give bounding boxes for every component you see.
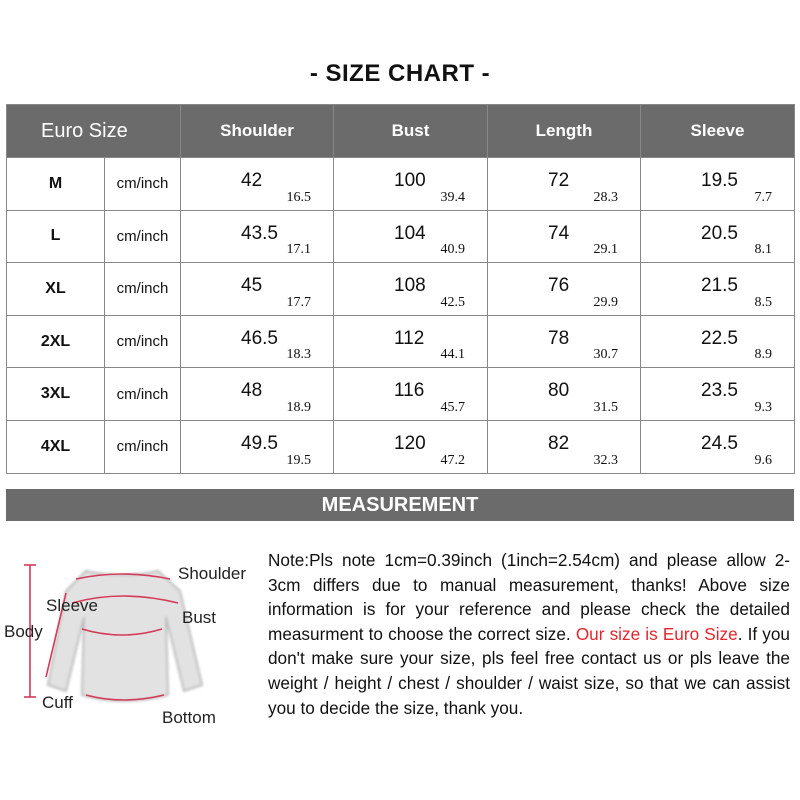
table-row [7,263,795,316]
sleeve-cell [641,420,795,473]
bust-inch-value: 44.1 [440,347,465,363]
table-header-row [7,105,795,158]
length-cell [488,210,641,263]
measurement-note [268,548,790,720]
table-row [7,158,795,211]
size-label: 3XL [7,368,105,421]
note-text-2: . If you don't make sure your size, pls feel free contact us or pls leave the weight / height / chest / shoulder / waist size, so that we can assist you to decide the size, thank you. [268,623,790,718]
bust-inch-value: 39.4 [440,189,465,205]
sleeve-cm-value: 24.5 [701,432,738,454]
note-text-1: Note:Pls note 1cm=0.39inch (1inch=2.54cm) and please allow 2-3cm differs due to manual measurement, thanks! Above size information is for your reference and please check the detailed measurment to choose the correct size. [268,550,790,644]
sweater-diagram-graphic [2,545,258,735]
length-cm-value: 72 [548,170,570,191]
size-label: 4XL [7,420,105,473]
sleeve-cm-value: 23.5 [701,380,738,402]
shoulder-cm-value: 48 [241,380,263,402]
sleeve-inch-value: 7.7 [754,189,772,205]
measurement-diagram [2,545,258,735]
label-bust: Bust [182,608,217,627]
size-label: M [7,158,105,211]
sleeve-inch-value: 8.9 [754,347,772,363]
bust-cm-value: 104 [394,222,426,244]
size-label: 2XL [7,315,105,368]
bust-cell [334,368,488,421]
label-body: Body [4,622,43,641]
shoulder-cm-value: 46.5 [241,327,278,349]
table-row [7,368,795,421]
shoulder-inch-value: 16.5 [286,189,311,205]
label-bottom: Bottom [162,708,216,727]
sleeve-cm-value: 21.5 [701,275,738,297]
length-inch-value: 28.3 [593,189,618,205]
bust-cell [334,210,488,263]
length-cm-value: 78 [548,327,570,349]
shoulder-cm-value: 45 [241,275,263,297]
unit-label: cm/inch [105,158,181,211]
length-cell [488,263,641,316]
length-cm-value: 82 [548,432,570,454]
bust-cm-value: 120 [394,432,426,454]
sleeve-inch-value: 9.6 [754,452,772,468]
measurement-title: MEASUREMENT [6,489,794,521]
bust-cm-value: 108 [394,275,426,297]
bust-inch-value: 45.7 [440,399,465,415]
size-chart-title: - SIZE CHART - [309,60,491,87]
length-inch-value: 30.7 [593,347,618,363]
sleeve-inch-value: 9.3 [754,399,772,415]
header-sleeve: Sleeve [641,105,795,158]
shoulder-inch-value: 18.3 [286,347,311,363]
shoulder-inch-value: 17.1 [286,242,311,258]
sleeve-cm-value: 20.5 [701,222,738,244]
bust-cell [334,420,488,473]
shoulder-cell [181,210,334,263]
size-table [6,104,795,474]
size-label: L [7,210,105,263]
shoulder-cell [181,263,334,316]
header-length: Length [488,105,641,158]
sleeve-cell [641,368,795,421]
size-label: XL [7,263,105,316]
length-cm-value: 76 [548,275,570,297]
unit-label: cm/inch [105,368,181,421]
length-cell [488,368,641,421]
length-cm-value: 80 [548,380,570,402]
bust-cm-value: 112 [394,327,425,349]
unit-label: cm/inch [105,263,181,316]
label-shoulder: Shoulder [178,564,247,583]
shoulder-cell [181,368,334,421]
length-inch-value: 32.3 [593,452,618,468]
length-cm-value: 74 [548,222,570,244]
table-row [7,210,795,263]
unit-label: cm/inch [105,420,181,473]
unit-label: cm/inch [105,210,181,263]
length-inch-value: 29.1 [593,242,618,258]
length-inch-value: 31.5 [593,399,618,415]
shoulder-inch-value: 18.9 [286,399,311,415]
sleeve-cell [641,210,795,263]
length-cell [488,158,641,211]
sleeve-cm-value: 22.5 [701,327,738,349]
sleeve-cell [641,158,795,211]
bust-cm-value: 116 [394,380,425,402]
sleeve-inch-value: 8.5 [754,294,772,310]
sleeve-cell [641,315,795,368]
table-row [7,420,795,473]
label-cuff: Cuff [42,693,73,712]
length-inch-value: 29.9 [593,294,618,310]
length-cell [488,420,641,473]
length-cell [488,315,641,368]
sleeve-inch-value: 8.1 [754,242,772,258]
bust-cm-value: 100 [394,170,426,191]
shoulder-cell [181,420,334,473]
shoulder-cm-value: 42 [241,170,263,191]
shoulder-cm-value: 43.5 [241,222,278,244]
note-highlight: Our size is Euro Size [575,623,738,644]
sleeve-cell [641,263,795,316]
header-bust: Bust [334,105,488,158]
shoulder-cell [181,158,334,211]
bust-inch-value: 40.9 [440,242,465,258]
bust-cell [334,158,488,211]
bust-inch-value: 47.2 [440,452,465,468]
shoulder-inch-value: 19.5 [286,452,311,468]
shoulder-inch-value: 17.7 [286,294,311,310]
shoulder-cm-value: 49.5 [241,432,278,454]
sleeve-cm-value: 19.5 [701,170,738,191]
bust-inch-value: 42.5 [440,294,465,310]
header-euro-size: Euro Size [7,105,181,158]
table-row [7,315,795,368]
shoulder-cell [181,315,334,368]
header-shoulder: Shoulder [181,105,334,158]
bust-cell [334,315,488,368]
bust-cell [334,263,488,316]
unit-label: cm/inch [105,315,181,368]
label-sleeve: Sleeve [46,596,98,615]
